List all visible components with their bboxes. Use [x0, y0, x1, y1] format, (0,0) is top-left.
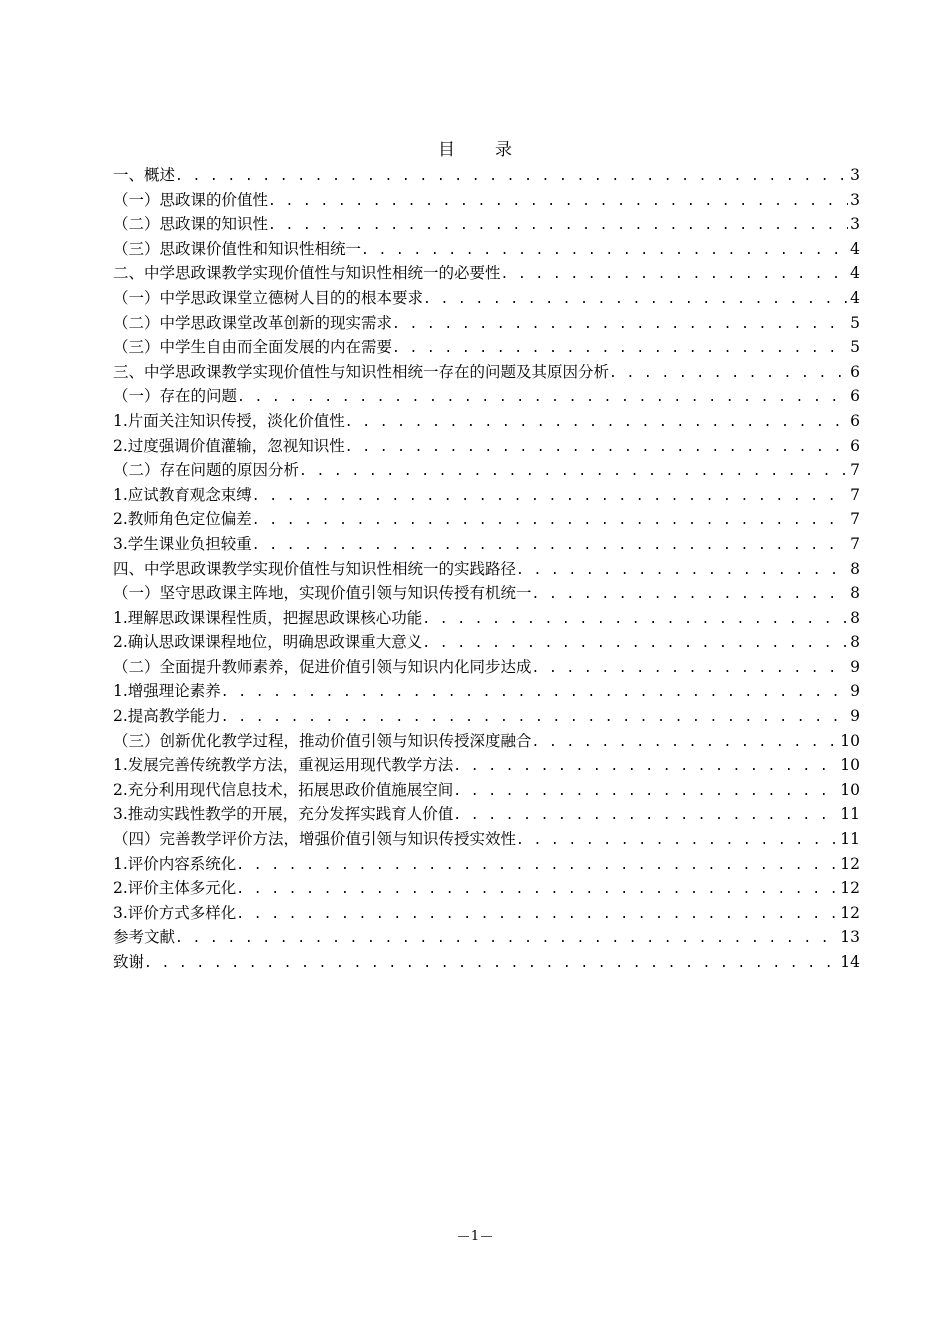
toc-entry-page: 3 [850, 190, 860, 209]
toc-entry-label: 二、中学思政课教学实现价值性与知识性相统一的必要性 [113, 264, 501, 283]
toc-entry-page: 10 [840, 780, 860, 799]
toc-entry-label: 参考文献 [113, 928, 176, 947]
toc-entry[interactable] [113, 507, 860, 532]
dot-leader [501, 263, 849, 286]
toc-entry-page: 9 [850, 657, 860, 676]
toc-entry-page: 12 [840, 879, 860, 898]
toc-entry-page: 8 [850, 559, 860, 578]
toc-title-char-1: 目 [438, 140, 455, 160]
toc-entry-label: 2.确认思政课课程地位，明确思政课重大意义 [113, 633, 423, 652]
toc-entry[interactable] [113, 434, 860, 459]
toc-entry[interactable] [113, 311, 860, 336]
toc-entry[interactable] [113, 163, 860, 188]
dot-leader [392, 313, 848, 336]
toc-entry-page: 8 [850, 608, 860, 627]
toc-entry-page: 10 [840, 731, 860, 750]
toc-entry-label: 2.提高教学能力 [113, 707, 221, 726]
toc-entry-label: 一、概述 [113, 166, 176, 184]
toc-entry-label: （一）思政课的价值性 [113, 190, 269, 209]
dot-leader [236, 903, 838, 926]
toc-entry[interactable] [113, 483, 860, 508]
toc-entry-label: （一）存在的问题 [113, 387, 238, 406]
dot-leader [532, 583, 849, 606]
toc-entry-label: 1.增强理论素养 [113, 682, 221, 701]
toc-entry[interactable] [113, 409, 860, 434]
dot-leader [532, 657, 849, 680]
toc-entry[interactable] [113, 557, 860, 582]
dash-right [481, 1236, 492, 1238]
toc-entry-label: 致谢 [113, 953, 145, 971]
toc-entry[interactable] [113, 212, 860, 237]
toc-entry-label: （一）坚守思政课主阵地，实现价值引领与知识传授有机统一 [113, 584, 532, 603]
toc-entry[interactable] [113, 581, 860, 606]
toc-title [0, 138, 950, 162]
toc-entry-page: 6 [850, 436, 860, 455]
toc-entry-page: 7 [850, 534, 860, 553]
dot-leader [221, 681, 848, 704]
dot-leader [252, 509, 848, 532]
toc-entry-label: 2.充分利用现代信息技术，拓展思政价值施展空间 [113, 780, 454, 799]
dot-leader [252, 485, 848, 508]
dot-leader [453, 780, 838, 803]
dot-leader [268, 190, 848, 213]
toc-entry[interactable] [113, 261, 860, 286]
toc-entry-label: 2.评价主体多元化 [113, 879, 237, 898]
toc-entry-label: （一）中学思政课堂立德树人目的的根本要求 [113, 288, 424, 307]
toc-entry-page: 4 [850, 288, 860, 307]
toc-entry[interactable] [113, 950, 860, 975]
toc-entry[interactable] [113, 606, 860, 631]
dot-leader [345, 411, 848, 434]
toc-entry-label: 2.教师角色定位偏差 [113, 510, 252, 529]
toc-entry-page: 8 [850, 584, 860, 603]
toc-entry[interactable] [113, 876, 860, 901]
dot-leader [236, 854, 838, 877]
toc-entry-label: 1.发展完善传统教学方法，重视运用现代教学方法 [113, 756, 454, 775]
dot-leader [299, 460, 848, 483]
toc-entry[interactable] [113, 630, 860, 655]
toc-entry-label: 3.评价方式多样化 [113, 903, 237, 922]
toc-entry[interactable] [113, 384, 860, 409]
toc-entry-page: 12 [840, 854, 860, 873]
dot-leader [175, 927, 838, 950]
dot-leader [236, 878, 838, 901]
toc-entry-label: 1.片面关注知识传授，淡化价值性 [113, 411, 345, 430]
toc-entry-page: 3 [850, 215, 860, 234]
dot-leader [453, 755, 838, 778]
toc-entry-label: 四、中学思政课教学实现价值性与知识性相统一的实践路径 [113, 559, 517, 578]
toc-entry[interactable] [113, 188, 860, 213]
toc-entry[interactable] [113, 458, 860, 483]
toc-entry[interactable] [113, 729, 860, 754]
dot-leader [268, 214, 848, 237]
toc-entry-page: 5 [850, 338, 860, 357]
toc-entry-label: （二）思政课的知识性 [113, 215, 269, 234]
toc-entry-page: 11 [840, 830, 860, 849]
toc-entry[interactable] [113, 360, 860, 385]
dot-leader [237, 386, 848, 409]
toc-entry-label: 三、中学思政课教学实现价值性与知识性相统一存在的问题及其原因分析 [113, 362, 610, 381]
toc-entry-page: 5 [850, 313, 860, 332]
toc-entry-page: 7 [850, 485, 860, 504]
toc-entry[interactable] [113, 753, 860, 778]
toc-entry-label: 1.评价内容系统化 [113, 854, 237, 873]
toc-entry[interactable] [113, 237, 860, 262]
table-of-contents [113, 163, 860, 975]
toc-entry[interactable] [113, 532, 860, 557]
page-number: 1 [470, 1229, 480, 1244]
toc-entry-page: 6 [850, 362, 860, 381]
toc-entry-label: 1.理解思政课课程性质，把握思政课核心功能 [113, 608, 423, 627]
toc-title-char-2: 录 [495, 140, 512, 160]
toc-entry[interactable] [113, 679, 860, 704]
dot-leader [392, 337, 848, 360]
dash-left [458, 1236, 469, 1238]
toc-entry-label: （三）中学生自由而全面发展的内在需要 [113, 338, 393, 357]
toc-entry[interactable] [113, 704, 860, 729]
dot-leader [221, 706, 848, 729]
toc-entry[interactable] [113, 901, 860, 926]
toc-entry-label: （二）中学思政课堂改革创新的现实需求 [113, 313, 393, 332]
toc-entry-page: 4 [850, 239, 860, 258]
toc-entry-page: 11 [840, 805, 860, 824]
toc-entry-page: 7 [850, 510, 860, 529]
toc-entry-page: 12 [840, 903, 860, 922]
toc-entry[interactable] [113, 852, 860, 877]
toc-entry-page: 6 [850, 411, 860, 430]
toc-entry[interactable] [113, 286, 860, 311]
dot-leader [609, 362, 848, 385]
toc-entry-label: （三）思政课价值性和知识性相统一 [113, 239, 362, 258]
dot-leader [361, 239, 848, 262]
toc-entry[interactable] [113, 655, 860, 680]
toc-entry-label: 2.过度强调价值灌输，忽视知识性 [113, 436, 345, 455]
toc-entry[interactable] [113, 827, 860, 852]
toc-entry-label: （二）存在问题的原因分析 [113, 461, 300, 480]
toc-entry-label: 1.应试教育观念束缚 [113, 485, 252, 504]
toc-entry-label: 3.学生课业负担较重 [113, 534, 252, 553]
toc-entry-page: 3 [850, 166, 860, 184]
toc-entry-label: （三）创新优化教学过程，推动价值引领与知识传授深度融合 [113, 731, 532, 750]
dot-leader [144, 952, 838, 975]
dot-leader [423, 288, 848, 311]
dot-leader [252, 534, 848, 557]
toc-entry-page: 4 [850, 264, 860, 283]
dot-leader [422, 608, 848, 631]
toc-entry[interactable] [113, 335, 860, 360]
dot-leader [345, 436, 848, 459]
toc-entry-page: 8 [850, 633, 860, 652]
toc-entry-page: 14 [840, 953, 860, 971]
toc-entry-page: 9 [850, 682, 860, 701]
toc-entry-page: 6 [850, 387, 860, 406]
toc-entry[interactable] [113, 925, 860, 950]
dot-leader [175, 165, 848, 188]
toc-entry[interactable] [113, 802, 860, 827]
page-footer [0, 1228, 950, 1246]
toc-entry[interactable] [113, 778, 860, 803]
toc-entry-page: 7 [850, 461, 860, 480]
toc-entry-label: （二）全面提升教师素养，促进价值引领与知识内化同步达成 [113, 657, 532, 676]
dot-leader [422, 632, 848, 655]
toc-entry-page: 10 [840, 756, 860, 775]
dot-leader [453, 804, 838, 827]
dot-leader [516, 829, 838, 852]
dot-leader [532, 731, 839, 754]
toc-entry-label: 3.推动实践性教学的开展，充分发挥实践育人价值 [113, 805, 454, 824]
toc-entry-label: （四）完善教学评价方法，增强价值引领与知识传授实效性 [113, 830, 517, 849]
toc-entry-page: 13 [840, 928, 860, 947]
dot-leader [516, 559, 848, 582]
toc-entry-page: 9 [850, 707, 860, 726]
